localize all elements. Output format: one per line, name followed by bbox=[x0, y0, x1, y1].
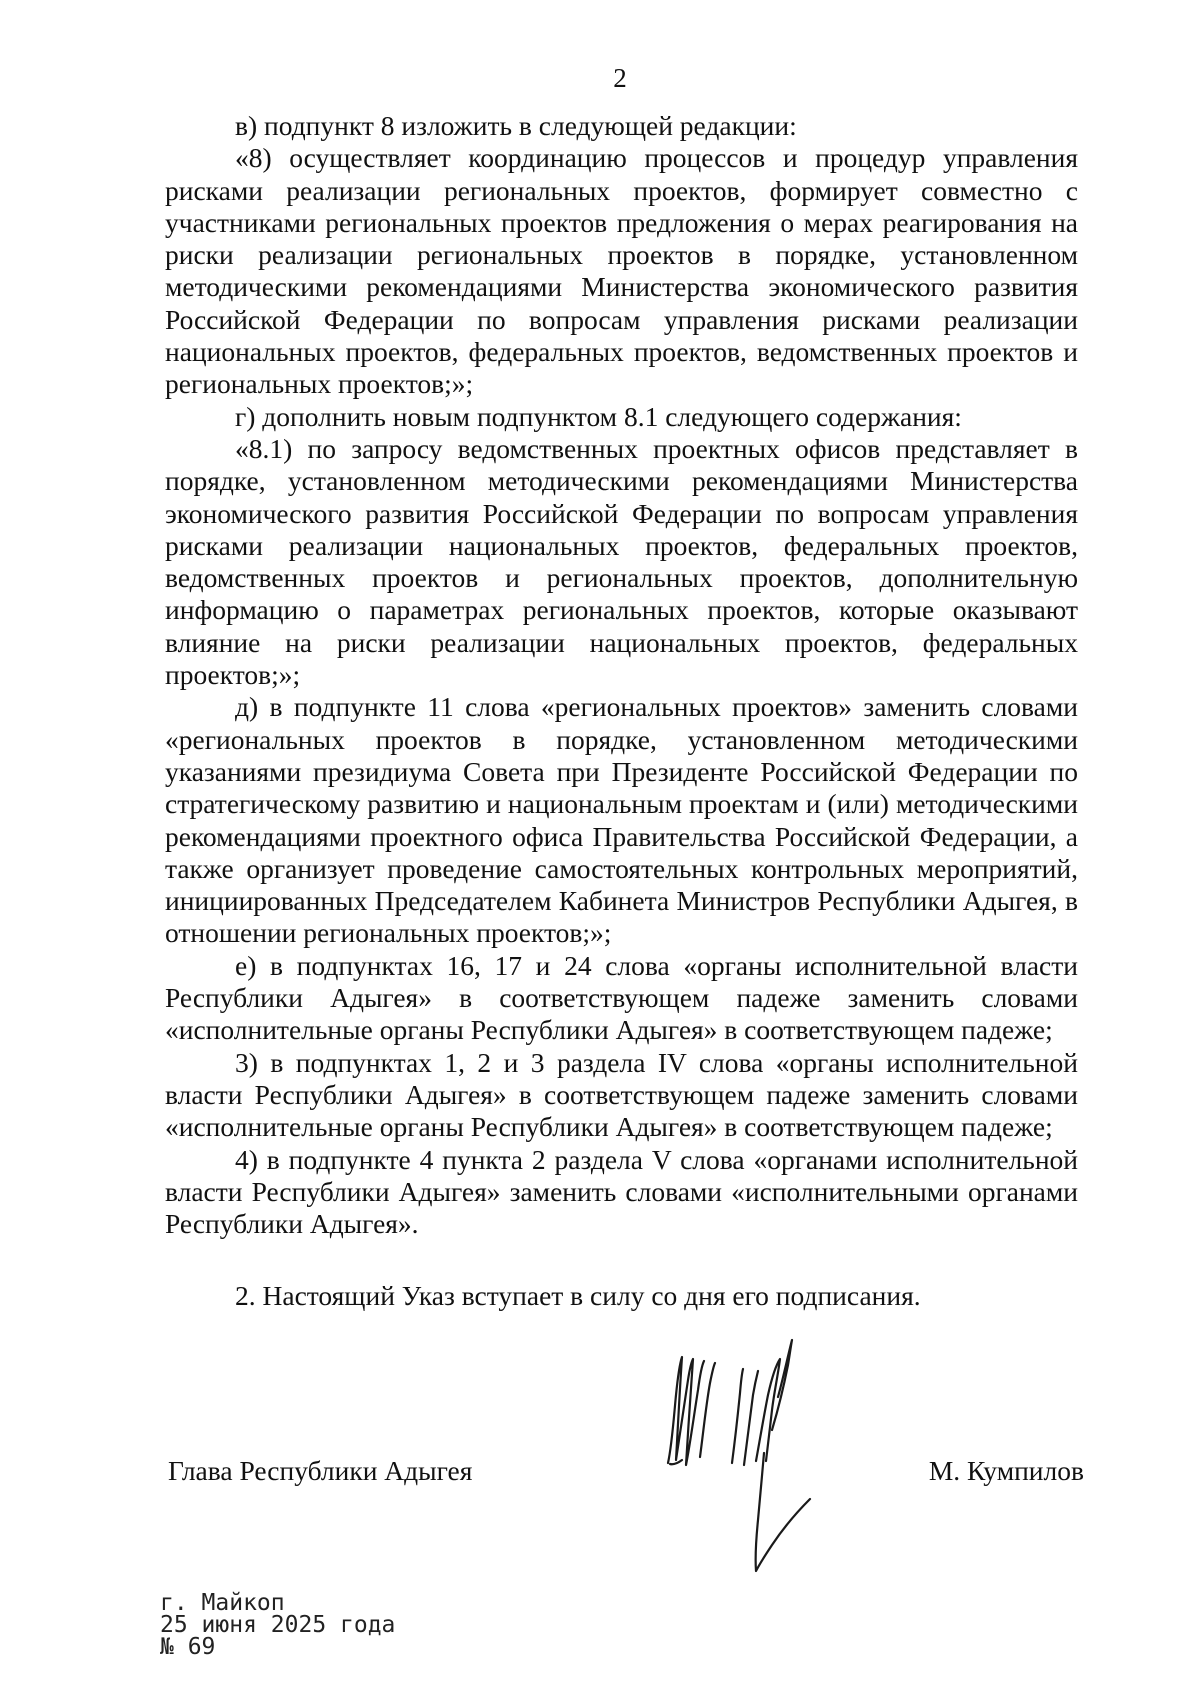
stamp-date: 25 июня 2025 года bbox=[160, 1612, 396, 1638]
paragraph-d-subitem-11: д) в подпункте 11 слова «региональных проектов» заменить словами «региональных проектов в порядке, установленном методическими указаниями президиума Совета при Президенте Российской Федерации по стратегическому развитию и национальным проектам и (или) методическими рекомендациями проектного офиса Правительства Российской Федерации, а также организует проведение самостоятельных контрольных мероприятий, инициированных Председателем Кабинета Министров Республики Адыгея, в отношении региональных проектов;»; bbox=[165, 691, 1078, 949]
handwritten-signature bbox=[660, 1335, 860, 1605]
paragraph-v-subitem-8-intro: в) подпункт 8 изложить в следующей редакции: bbox=[235, 110, 797, 141]
paragraph-effective-date: 2. Настоящий Указ вступает в силу со дня его подписания. bbox=[235, 1280, 921, 1312]
paragraph-e-subitems-16-17-24: е) в подпунктах 16, 17 и 24 слова «органы исполнительной власти Республики Адыгея» в соответствующем падеже заменить словами «исполнительные органы Республики Адыгея» в соответствующем падеже; bbox=[165, 949, 1078, 1046]
signatory-name: М. Кумпилов bbox=[928, 1455, 1084, 1486]
paragraph-4-section-v: 4) в подпункте 4 пункта 2 раздела V слова «органами исполнительной власти Республики Адыгея» заменить словами «исполнительными органами Республики Адыгея». bbox=[165, 1143, 1078, 1240]
paragraph-subitem-8-1-text: «8.1) по запросу ведомственных проектных офисов представляет в порядке, установленном методическими рекомендациями Министерства экономического развития Российской Федерации по вопросам управления рисками реализации национальных проектов, федеральных проектов, ведомственных проектов и региональных проектов, дополнительную информацию о параметрах региональных проектов, которые оказывают влияние на риски реализации национальных проектов, федеральных проектов;»; bbox=[165, 432, 1078, 691]
signatory-title: Глава Республики Адыгея bbox=[168, 1455, 473, 1486]
stamp-number: № 69 bbox=[160, 1634, 216, 1660]
stamp-city: г. Майкоп bbox=[160, 1590, 285, 1616]
page-number: 2 bbox=[613, 63, 627, 93]
paragraph-subitem-8-text: «8) осуществляет координацию процессов и процедур управления рисками реализации региональных проектов, формирует совместно с участниками региональных проектов предложения о мерах реагирования на риски реализации региональных проектов в порядке, установленном методическими рекомендациями Министерства экономического развития Российской Федерации по вопросам управления рисками реализации национальных проектов, федеральных проектов, ведомственных проектов и региональных проектов;»; bbox=[165, 142, 1078, 400]
registration-stamp bbox=[160, 1592, 395, 1658]
paragraph-g-subitem-8-1-intro: г) дополнить новым подпунктом 8.1 следующего содержания: bbox=[235, 400, 962, 432]
paragraph-3-section-iv: 3) в подпунктах 1, 2 и 3 раздела IV слова «органы исполнительной власти Республики Адыгея» в соответствующем падеже заменить словами «исполнительные органы Республики Адыгея» в соответствующем падеже; bbox=[165, 1046, 1078, 1143]
document-body bbox=[165, 110, 1078, 1313]
